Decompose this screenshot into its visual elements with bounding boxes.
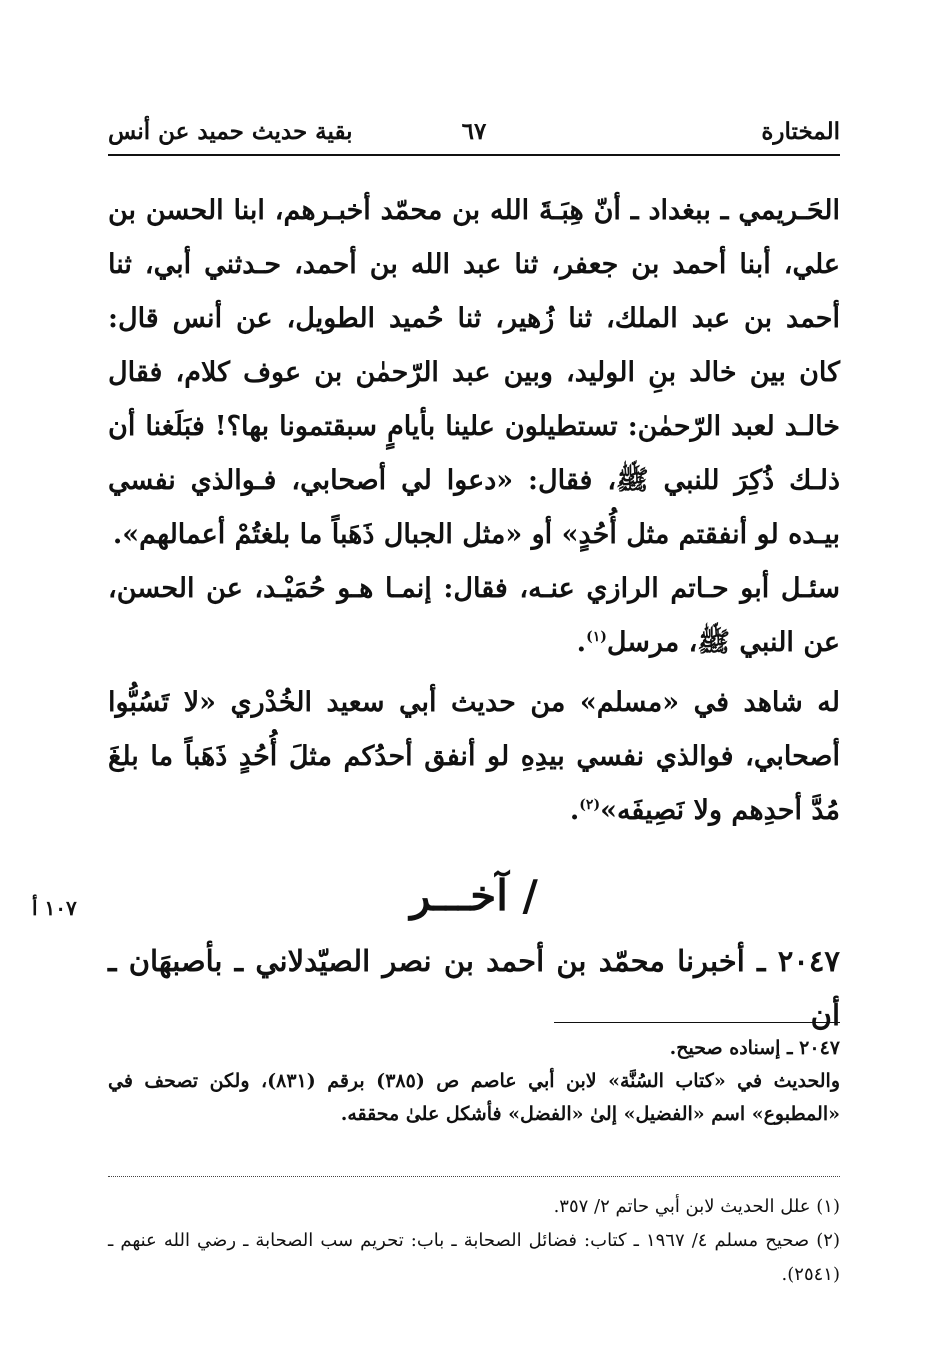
book-title: المختارة bbox=[761, 118, 840, 145]
commentary-text: سئـل أبو حـاتم الرازي عنـه، فقال: إنمـا هـو حُمَيْـد، عن الحسن، عن النبي ﷺ، مرسل bbox=[108, 573, 840, 658]
footnote-ref-1[interactable]: (١) bbox=[586, 629, 607, 645]
section-title: بقية حديث حميد عن أنس bbox=[108, 118, 353, 145]
hadith-paragraph: الحَـريمي ـ ببغداد ـ أنّ هِبَـةَ الله بن محمّد أخبـرهم، ابنا الحسن بن علي، أبنا أحمد بن جعفر، ثنا عبد الله بن أحمد، حـدثني أبي، ثنا أحمد بن عبد الملك، ثنا زُهير، ثنا حُميد الطويل، عن أنس قال: كان بين خالد بنِ الوليد، وبين عبد الرّحمٰن بن عوف كلام، فقال خالـد لعبد الرّحمٰن: تستطيلون علينا بأيامٍ سبقتمونا بها؟! فبَلَغنا أن ذلـك ذُكِرَ للنبي ﷺ، فقال: «دعوا لي أصحابي، فـوالذي نفسي بيـده لو أنفقتم مثل أُحُدٍ» أو «مثل الجبال ذَهَباً ما بلغتُمْ أعمالهم». bbox=[108, 195, 840, 550]
header-rule bbox=[108, 154, 840, 156]
author-footnotes bbox=[108, 1190, 840, 1292]
footnote-1: (١) علل الحديث لابن أبي حاتم ٢/ ٣٥٧. bbox=[553, 1196, 840, 1217]
commentary-paragraph bbox=[108, 562, 840, 670]
witness-paragraph bbox=[108, 676, 840, 838]
hadith-2047-opening: ٢٠٤٧ ـ أخبرنا محمّد بن أحمد بن نصر الصيّدلاني ـ بأصبهَان ـ أن bbox=[108, 944, 840, 1032]
editor-footnote-source: والحديث في «كتاب السُنَّة» لابن أبي عاصم ص (٣٨٥) برقم (٨٣١)، ولكن تصحف في «المطبوع» اسم «الفضيل» إلىٰ «الفضل» فأشكل علىٰ محققه. bbox=[108, 1070, 840, 1125]
footnote-ref-2[interactable]: (٢) bbox=[579, 797, 601, 813]
footnote-rule-author bbox=[108, 1176, 840, 1177]
editor-footnote-grading: ٢٠٤٧ ـ إسناده صحيح. bbox=[669, 1037, 840, 1059]
running-header bbox=[108, 116, 840, 154]
chapter-heading: / آخـــر bbox=[410, 871, 538, 920]
punctuation: . bbox=[576, 627, 587, 658]
witness-text: له شاهد في «مسلم» من حديث أبي سعيد الخُدْري «لا تَسُبُّوا أصحابي، فوالذي نفسي بيدِهِ لو أنفق أحدُكم مثلَ أُحُدٍ ذَهَباً ما بلغَ مُدَّ أحدِهم ولا نَصِيفَه» bbox=[108, 687, 840, 826]
margin-folio-note: ١٠٧ أ bbox=[32, 896, 77, 920]
footnote-2: (٢) صحيح مسلم ٤/ ١٩٦٧ ـ كتاب: فضائل الصحابة ـ باب: تحريم سب الصحابة ـ رضي الله عنهم ـ (٢٥٤١). bbox=[108, 1230, 840, 1285]
editor-footnotes bbox=[108, 1032, 840, 1131]
page-number: ٦٧ bbox=[461, 118, 487, 145]
punctuation: . bbox=[569, 795, 580, 826]
footnote-rule-editor bbox=[554, 1022, 840, 1023]
